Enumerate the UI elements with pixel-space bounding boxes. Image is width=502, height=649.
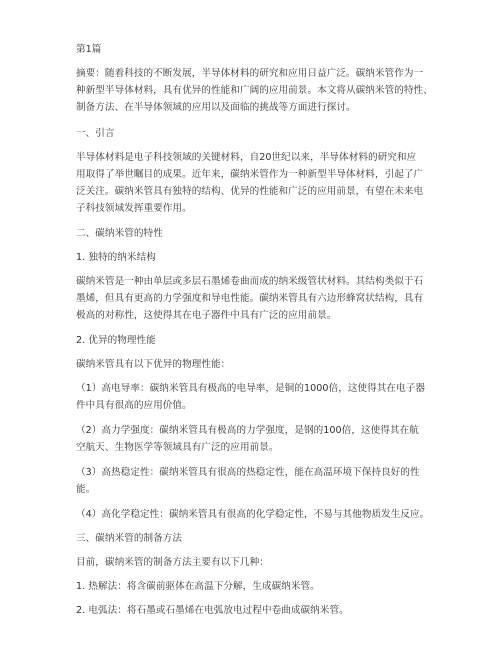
property-conductivity-line-2: 件中具有很高的应用价值。 [76, 400, 192, 411]
intro-line-2: 用取得了举世瞩目的成果。近年来，碳纳米管作为一种新型半导体材料，引起了广 [76, 169, 424, 180]
section-heading-methods: 三、碳纳米管的制备方法 [76, 533, 183, 544]
section-heading-intro: 一、引言 [76, 128, 115, 139]
abstract-line-3: 制备方法、在半导体领域的应用以及面临的挑战等方面进行探讨。 [76, 102, 356, 113]
structure-line-2: 墨烯，但具有更高的力学强度和导电性能。碳纳米管具有六边形蜂窝状结构，具有 [76, 293, 424, 304]
method-arc: 2. 电弧法：将石墨或石墨烯在电弧放电过程中卷曲成碳纳米管。 [76, 605, 349, 616]
structure-line-3: 极高的对称性，这使得其在电子器件中具有广泛的应用前景。 [76, 310, 337, 321]
structure-line-1: 碳纳米管是一种由单层或多层石墨烯卷曲而成的纳米级管状材料。其结构类似于石 [76, 276, 424, 287]
property-strength-line-1: （2）高力学强度：碳纳米管具有极高的力学强度，是钢的100倍，这使得其在航 [76, 425, 419, 436]
methods-intro: 目前，碳纳米管的制备方法主要有以下几种： [76, 557, 269, 568]
subheading-structure: 1. 独特的纳米结构 [76, 252, 156, 263]
subheading-physical: 2. 优异的物理性能 [76, 335, 156, 346]
property-thermal-line-2: 能。 [76, 484, 96, 495]
intro-line-4: 子科技领域发挥重要作用。 [76, 203, 192, 214]
property-conductivity-line-1: （1）高电导率：碳纳米管具有极高的电导率，是铜的1000倍，这使得其在电子器 [76, 383, 426, 394]
property-chemical: （4）高化学稳定性：碳纳米管具有很高的化学稳定性，不易与其他物质发生反应。 [76, 509, 430, 520]
intro-line-1: 半导体材料是电子科技领域的关键材料，自20世纪以来，半导体材料的研究和应 [76, 152, 417, 163]
property-thermal-line-1: （3）高热稳定性：碳纳米管具有很高的热稳定性，能在高温环境下保持良好的性 [76, 467, 420, 478]
abstract-line-1: 摘要：随着科技的不断发展，半导体材料的研究和应用日益广泛。碳纳米管作为一 [76, 68, 424, 79]
abstract-line-2: 种新型半导体材料，具有优异的性能和广阔的应用前景。本文将从碳纳米管的特性、 [76, 85, 433, 96]
intro-line-3: 泛关注。碳纳米管具有独特的结构、优异的性能和广泛的应用前景，有望在未来电 [76, 186, 424, 197]
method-pyrolysis: 1. 热解法：将含碳前驱体在高温下分解，生成碳纳米管。 [76, 581, 320, 592]
section-heading-properties: 二、碳纳米管的特性 [76, 228, 163, 239]
property-strength-line-2: 空航天、生物医学等领域具有广泛的应用前景。 [76, 442, 279, 453]
page-label: 第1篇 [76, 44, 102, 55]
physical-intro: 碳纳米管具有以下优异的物理性能： [76, 359, 231, 370]
